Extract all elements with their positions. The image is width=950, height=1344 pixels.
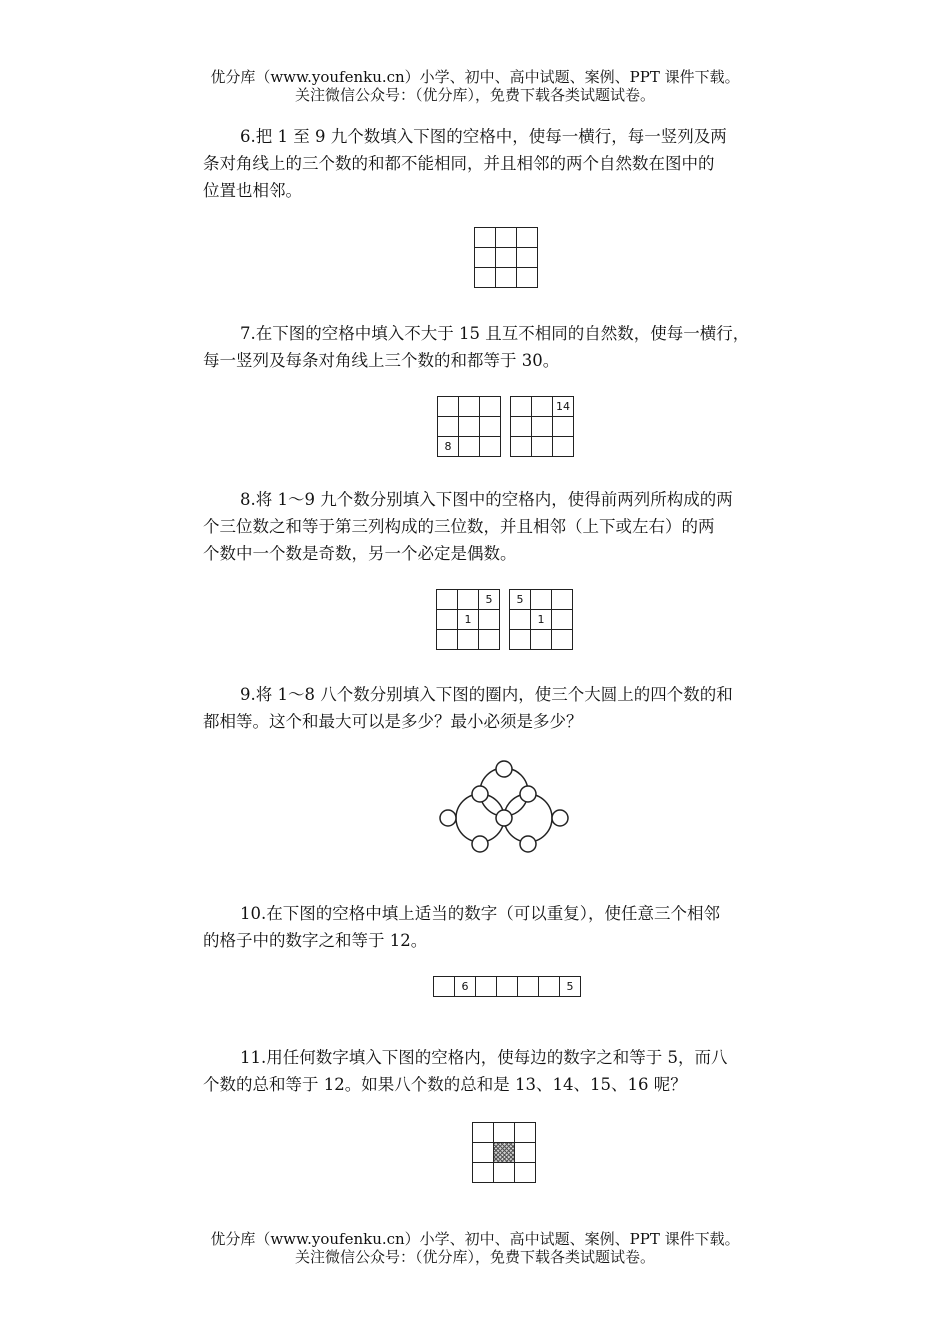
grid-cell-given: 1 xyxy=(531,610,552,630)
grid-cell[interactable] xyxy=(437,630,458,650)
grid-cell[interactable] xyxy=(473,1143,494,1163)
grid-cell[interactable] xyxy=(496,228,517,248)
grid-cell[interactable] xyxy=(553,437,574,457)
question-10-strip xyxy=(433,976,581,997)
grid-cell[interactable] xyxy=(531,630,552,650)
question-7-line-2: 每一竖列及每条对角线上三个数的和都等于 30。 xyxy=(203,351,560,370)
small-circle[interactable] xyxy=(472,786,488,802)
page-footer xyxy=(0,1230,950,1266)
grid-cell[interactable] xyxy=(532,437,553,457)
grid-cell[interactable] xyxy=(510,630,531,650)
grid-cell[interactable] xyxy=(515,1123,536,1143)
question-11-line-1: 11.用任何数字填入下图的空格内，使每边的数字之和等于 5，而八 xyxy=(240,1048,728,1067)
small-circle[interactable] xyxy=(496,761,512,777)
question-10 xyxy=(203,900,813,954)
grid-cell-given: 5 xyxy=(510,590,531,610)
question-8-line-3: 个数中一个数是奇数，另一个必定是偶数。 xyxy=(203,544,517,563)
question-11-line-2: 个数的总和等于 12。如果八个数的总和是 13、14、15、16 呢？ xyxy=(203,1075,687,1094)
question-7 xyxy=(203,320,813,374)
grid-cell[interactable] xyxy=(480,437,501,457)
grid-cell[interactable] xyxy=(496,268,517,288)
page-header xyxy=(0,68,950,104)
grid-cell[interactable] xyxy=(480,417,501,437)
question-9-line-2: 都相等。这个和最大可以是多少？最小必须是多少？ xyxy=(203,712,583,731)
grid-cell-given: 8 xyxy=(438,437,459,457)
small-circle[interactable] xyxy=(472,836,488,852)
question-8-grid-2 xyxy=(509,589,573,650)
strip-cell[interactable] xyxy=(518,977,539,997)
grid-cell[interactable] xyxy=(475,228,496,248)
grid-cell[interactable] xyxy=(459,397,480,417)
grid-cell[interactable] xyxy=(517,268,538,288)
footer-line-1: 优分库（www.youfenku.cn）小学、初中、高中试题、案例、PPT 课件下载。 xyxy=(210,1230,740,1248)
question-11 xyxy=(203,1044,813,1098)
question-7-line-1: 7.在下图的空格中填入不大于 15 且互不相同的自然数，使每一横行， xyxy=(240,324,750,343)
strip-cell[interactable] xyxy=(476,977,497,997)
grid-cell[interactable] xyxy=(496,248,517,268)
grid-cell[interactable] xyxy=(480,397,501,417)
grid-cell[interactable] xyxy=(517,248,538,268)
question-10-line-1: 10.在下图的空格中填上适当的数字（可以重复），使任意三个相邻 xyxy=(240,904,720,923)
question-6-line-1: 6.把 1 至 9 九个数填入下图的空格中，使每一横行，每一竖列及两 xyxy=(240,127,727,146)
grid-cell[interactable] xyxy=(438,417,459,437)
grid-cell[interactable] xyxy=(515,1143,536,1163)
question-7-grid-1 xyxy=(437,396,501,457)
grid-cell[interactable] xyxy=(532,417,553,437)
header-line-1: 优分库（www.youfenku.cn）小学、初中、高中试题、案例、PPT 课件下载。 xyxy=(210,68,740,86)
grid-cell[interactable] xyxy=(458,590,479,610)
grid-cell[interactable] xyxy=(511,417,532,437)
question-8 xyxy=(203,486,813,567)
strip-cell-given: 6 xyxy=(455,977,476,997)
question-6-line-3: 位置也相邻。 xyxy=(203,181,302,200)
question-6-grid xyxy=(474,227,538,288)
grid-cell-given: 5 xyxy=(479,590,500,610)
header-line-2: 关注微信公众号：（优分库），免费下载各类试题试卷。 xyxy=(294,86,655,104)
grid-cell-shaded xyxy=(494,1143,515,1163)
footer-line-2: 关注微信公众号：（优分库），免费下载各类试题试卷。 xyxy=(294,1248,655,1266)
grid-cell[interactable] xyxy=(475,268,496,288)
small-circle[interactable] xyxy=(496,810,512,826)
small-circle[interactable] xyxy=(552,810,568,826)
grid-cell[interactable] xyxy=(437,590,458,610)
question-11-grid xyxy=(472,1122,536,1183)
strip-cell[interactable] xyxy=(497,977,518,997)
question-8-grid-1 xyxy=(436,589,500,650)
small-circle[interactable] xyxy=(520,786,536,802)
grid-cell[interactable] xyxy=(532,397,553,417)
strip-cell[interactable] xyxy=(539,977,560,997)
grid-cell[interactable] xyxy=(479,630,500,650)
question-10-line-2: 的格子中的数字之和等于 12。 xyxy=(203,931,428,950)
grid-cell[interactable] xyxy=(473,1123,494,1143)
grid-cell[interactable] xyxy=(473,1163,494,1183)
question-7-grid-2 xyxy=(510,396,574,457)
grid-cell[interactable] xyxy=(475,248,496,268)
grid-cell[interactable] xyxy=(479,610,500,630)
grid-cell[interactable] xyxy=(552,610,573,630)
question-8-line-2: 个三位数之和等于第三列构成的三位数，并且相邻（上下或左右）的两 xyxy=(203,517,715,536)
grid-cell-given: 14 xyxy=(553,397,574,417)
grid-cell[interactable] xyxy=(459,417,480,437)
grid-cell[interactable] xyxy=(511,437,532,457)
grid-cell[interactable] xyxy=(552,590,573,610)
grid-cell[interactable] xyxy=(458,630,479,650)
grid-cell[interactable] xyxy=(459,437,480,457)
question-9-line-1: 9.将 1～8 八个数分别填入下图的圈内，使三个大圆上的四个数的和 xyxy=(240,685,733,704)
strip-cell-given: 5 xyxy=(560,977,581,997)
question-8-line-1: 8.将 1～9 九个数分别填入下图中的空格内，使得前两列所构成的两 xyxy=(240,490,733,509)
grid-cell-given: 1 xyxy=(458,610,479,630)
grid-cell[interactable] xyxy=(437,610,458,630)
small-circle[interactable] xyxy=(520,836,536,852)
small-circle[interactable] xyxy=(440,810,456,826)
grid-cell[interactable] xyxy=(552,630,573,650)
grid-cell[interactable] xyxy=(438,397,459,417)
grid-cell[interactable] xyxy=(531,590,552,610)
question-6 xyxy=(203,123,813,204)
grid-cell[interactable] xyxy=(515,1163,536,1183)
grid-cell[interactable] xyxy=(510,610,531,630)
grid-cell[interactable] xyxy=(511,397,532,417)
question-9 xyxy=(203,681,813,735)
grid-cell[interactable] xyxy=(494,1123,515,1143)
grid-cell[interactable] xyxy=(517,228,538,248)
strip-cell[interactable] xyxy=(434,977,455,997)
question-6-line-2: 条对角线上的三个数的和都不能相同，并且相邻的两个自然数在图中的 xyxy=(203,154,715,173)
grid-cell[interactable] xyxy=(553,417,574,437)
grid-cell[interactable] xyxy=(494,1163,515,1183)
question-9-circle-diagram xyxy=(434,752,574,862)
